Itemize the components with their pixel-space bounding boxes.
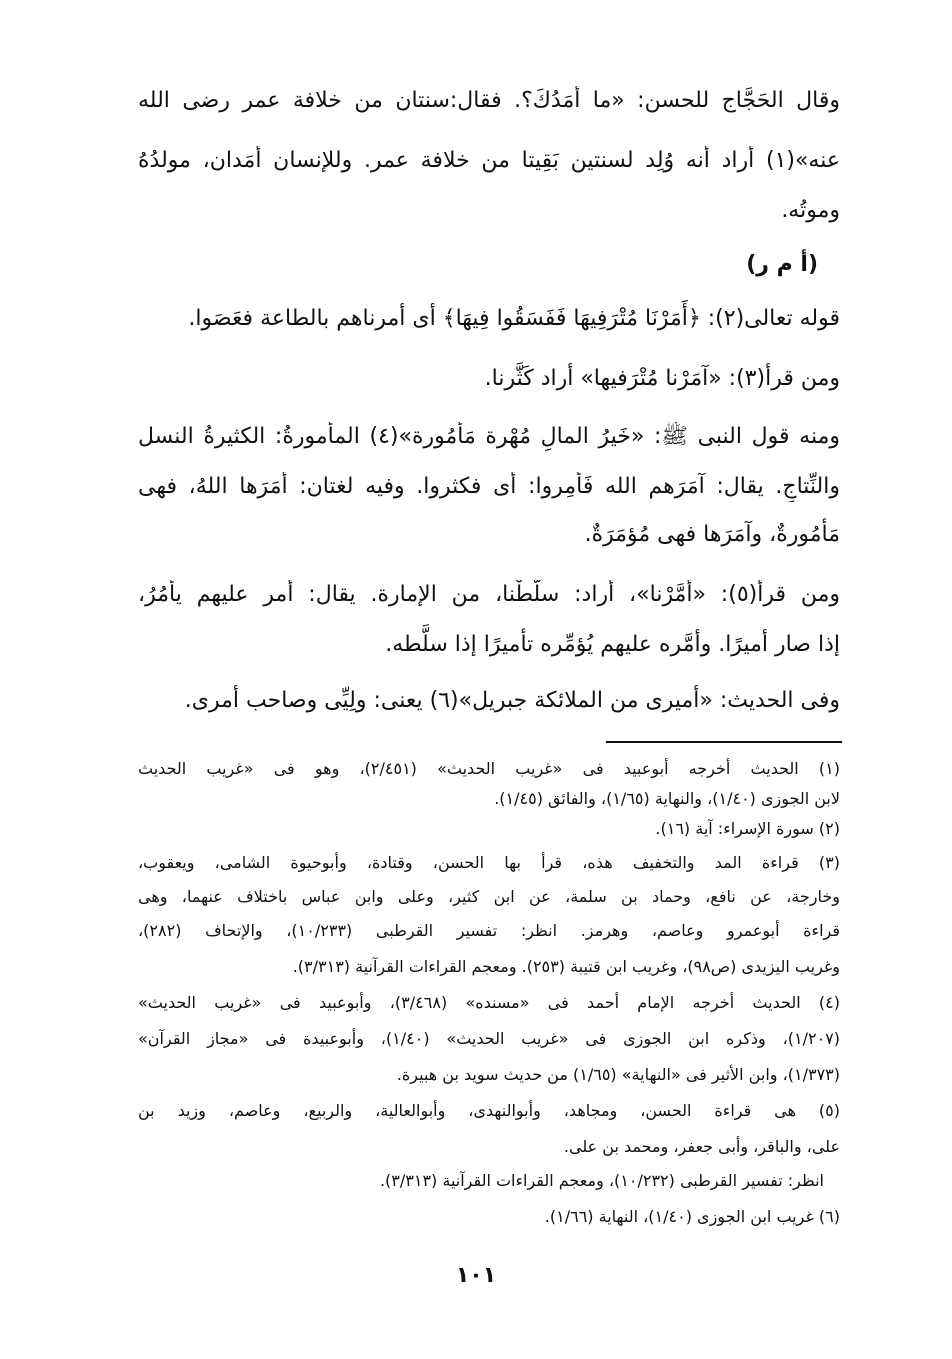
- footnote-line: على، والباقر، وأبى جعفر، ومحمد بن على.: [563, 1137, 840, 1156]
- page-number: ١٠١: [455, 1263, 497, 1288]
- footnote-line: (١/٢٠٧)، وذكره ابن الجوزى فى «غريب الحديث» (١/٤٠)، وأبوعبيدة فى «مجاز القرآن»: [138, 1029, 840, 1048]
- footnote-line: (٤) الحديث أخرجه الإمام أحمد فى «مسنده» (٣/٤٦٨)، وأبوعبيد فى «غريب الحديث»: [138, 993, 840, 1012]
- footnote-separator: [606, 741, 842, 743]
- footnote-line: لابن الجوزى (١/٤٠)، والنهاية (١/٦٥)، والفائق (١/٤٥).: [494, 789, 840, 808]
- footnote-line: (٣) قراءة المد والتخفيف هذه، قرأ بها الحسن، وقتادة، وأبوحيوة الشامى، ويعقوب،: [138, 853, 840, 872]
- body-line: ومن قرأ(٥): «أَمَّرْنا»، أراد: سلَّطْنا، من الإمارة. يقال: أمر عليهم يأمُرُ،: [138, 582, 840, 607]
- section-heading: (أ م ر): [746, 252, 818, 277]
- body-line: ومن قرأ(٣): «آمَرْنا مُتْرَفيها» أراد كَثَّرنا.: [484, 366, 840, 391]
- body-line: والنِّتاجِ. يقال: آمَرَهم الله فَأَمِروا: أى فكثروا. وفيه لغتان: أمَرَها اللهُ، فهى: [138, 474, 840, 499]
- footnote-line: انظر: تفسير القرطبى (١٠/٢٣٢)، ومعجم القراءات القرآنية (٣/٣١٣).: [379, 1171, 824, 1190]
- body-line: وقال الحَجَّاج للحسن: «ما أَمَدُكَ؟. فقال:سنتان من خلافة عمر رضى الله: [138, 88, 840, 113]
- body-line: إذا صار أميرًا. وأمَّره عليهم يُؤمِّره تأميرًا إذا سلَّطه.: [385, 632, 840, 657]
- body-line: عنه»(١) أراد أنه وُلِد لسنتين بَقِيتا من خلافة عمر. وللإنسان أَمَدان، مولدُهُ: [138, 148, 840, 173]
- footnote-line: (٢) سورة الإسراء: آية (١٦).: [655, 819, 840, 838]
- body-line: قوله تعالى(٢): ﴿أَمَرْنَا مُتْرَفِيهَا فَفَسَقُوا فِيهَا﴾ أى أمرناهم بالطاعة فعَصَوا.: [188, 306, 840, 331]
- footnote-line: قراءة أبوعمرو وعاصم، وهرمز. انظر: تفسير القرطبى (١٠/٢٣٣)، والإتحاف (٢٨٢)،: [138, 921, 840, 940]
- body-line: وموتُه.: [781, 198, 840, 223]
- footnote-line: وخارجة، عن نافع، وحماد بن سلمة، عن ابن كثير، وعلى وابن عباس باختلاف عنهما، وهى: [138, 887, 840, 906]
- body-line: مَأمُورةٌ، وآمَرَها فهى مُؤمَرَةٌ.: [584, 522, 840, 547]
- footnote-line: (٦) غريب ابن الجوزى (١/٤٠)، النهاية (١/٦٦).: [544, 1207, 840, 1226]
- footnote-line: وغريب اليزيدى (ص٩٨)، وغريب ابن قتيبة (٢٥٣). ومعجم القراءات القرآنية (٣/٣١٣).: [292, 957, 840, 976]
- body-line: وفى الحديث: «أميرى من الملائكة جبريل»(٦) يعنى: ولِيِّى وصاحب أمرى.: [184, 688, 840, 713]
- footnote-line: (١/٣٧٣)، وابن الأثير فى «النهاية» (١/٦٥) من حديث سويد بن هبيرة.: [396, 1065, 840, 1084]
- body-line: ومنه قول النبى ﷺ: «خَيرُ المالِ مُهْرة مَأمُورة»(٤) المأمورةُ: الكثيرةُ النسل: [138, 424, 840, 449]
- footnote-line: (١) الحديث أخرجه أبوعبيد فى «غريب الحديث» (٢/٤٥١)، وهو فى «غريب الحديث: [138, 759, 840, 778]
- footnote-line: (٥) هى قراءة الحسن، ومجاهد، وأبوالنهدى، وأبوالعالية، والربيع، وعاصم، وزيد بن: [138, 1101, 840, 1120]
